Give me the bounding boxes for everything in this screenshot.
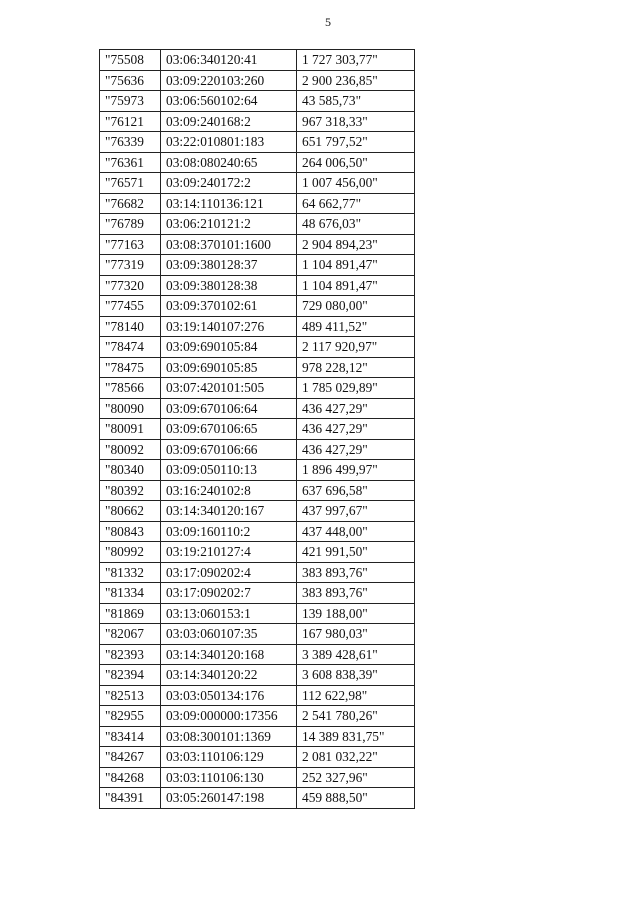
- table-row: [100, 644, 415, 665]
- table-row: [100, 788, 415, 809]
- record-number-cell: "81332: [100, 562, 161, 583]
- cadastral-number-cell: 03:09:240168:2: [161, 111, 297, 132]
- value-cell: 167 980,03": [297, 624, 415, 645]
- value-cell: 459 888,50": [297, 788, 415, 809]
- cadastral-number-cell: 03:06:340120:41: [161, 50, 297, 71]
- table-row: [100, 337, 415, 358]
- table-row: [100, 624, 415, 645]
- record-number-cell: "76121: [100, 111, 161, 132]
- table-row: [100, 357, 415, 378]
- cadastral-number-cell: 03:14:110136:121: [161, 193, 297, 214]
- table-row: [100, 665, 415, 686]
- record-number-cell: "80340: [100, 460, 161, 481]
- table-row: [100, 50, 415, 71]
- cadastral-number-cell: 03:09:380128:38: [161, 275, 297, 296]
- cadastral-number-cell: 03:03:060107:35: [161, 624, 297, 645]
- value-cell: 264 006,50": [297, 152, 415, 173]
- value-cell: 14 389 831,75": [297, 726, 415, 747]
- record-number-cell: "75508: [100, 50, 161, 71]
- value-cell: 1 727 303,77": [297, 50, 415, 71]
- table-row: [100, 562, 415, 583]
- record-number-cell: "82393: [100, 644, 161, 665]
- cadastral-number-cell: 03:03:110106:130: [161, 767, 297, 788]
- record-number-cell: "77319: [100, 255, 161, 276]
- table-row: [100, 398, 415, 419]
- record-number-cell: "76789: [100, 214, 161, 235]
- cadastral-number-cell: 03:09:670106:66: [161, 439, 297, 460]
- cadastral-number-cell: 03:14:340120:167: [161, 501, 297, 522]
- record-number-cell: "80662: [100, 501, 161, 522]
- table-row: [100, 378, 415, 399]
- value-cell: 252 327,96": [297, 767, 415, 788]
- table-row: [100, 501, 415, 522]
- page-number: 5: [325, 15, 331, 29]
- cadastral-number-cell: 03:19:210127:4: [161, 542, 297, 563]
- record-number-cell: "80843: [100, 521, 161, 542]
- value-cell: 2 904 894,23": [297, 234, 415, 255]
- cadastral-number-cell: 03:14:340120:168: [161, 644, 297, 665]
- value-cell: 112 622,98": [297, 685, 415, 706]
- record-number-cell: "76682: [100, 193, 161, 214]
- table-row: [100, 726, 415, 747]
- cadastral-number-cell: 03:09:670106:64: [161, 398, 297, 419]
- table-row: [100, 767, 415, 788]
- cadastral-number-cell: 03:17:090202:4: [161, 562, 297, 583]
- value-cell: 437 997,67": [297, 501, 415, 522]
- table-row: [100, 152, 415, 173]
- value-cell: 43 585,73": [297, 91, 415, 112]
- value-cell: 1 007 456,00": [297, 173, 415, 194]
- record-number-cell: "81869: [100, 603, 161, 624]
- table-row: [100, 439, 415, 460]
- value-cell: 3 608 838,39": [297, 665, 415, 686]
- cadastral-number-cell: 03:09:380128:37: [161, 255, 297, 276]
- record-number-cell: "84391: [100, 788, 161, 809]
- cadastral-number-cell: 03:07:420101:505: [161, 378, 297, 399]
- record-number-cell: "82067: [100, 624, 161, 645]
- record-number-cell: "76361: [100, 152, 161, 173]
- record-number-cell: "80992: [100, 542, 161, 563]
- value-cell: 2 117 920,97": [297, 337, 415, 358]
- value-cell: 637 696,58": [297, 480, 415, 501]
- table-row: [100, 91, 415, 112]
- cadastral-number-cell: 03:03:110106:129: [161, 747, 297, 768]
- value-cell: 1 785 029,89": [297, 378, 415, 399]
- record-number-cell: "80392: [100, 480, 161, 501]
- cadastral-number-cell: 03:09:220103:260: [161, 70, 297, 91]
- record-number-cell: "80091: [100, 419, 161, 440]
- value-cell: 48 676,03": [297, 214, 415, 235]
- cadastral-number-cell: 03:05:260147:198: [161, 788, 297, 809]
- table-row: [100, 706, 415, 727]
- record-number-cell: "77163: [100, 234, 161, 255]
- value-cell: 967 318,33": [297, 111, 415, 132]
- value-cell: 437 448,00": [297, 521, 415, 542]
- cadastral-number-cell: 03:08:300101:1369: [161, 726, 297, 747]
- cadastral-number-cell: 03:09:690105:85: [161, 357, 297, 378]
- table-row: [100, 583, 415, 604]
- value-cell: 1 104 891,47": [297, 255, 415, 276]
- table-row: [100, 419, 415, 440]
- value-cell: 421 991,50": [297, 542, 415, 563]
- cadastral-number-cell: 03:16:240102:8: [161, 480, 297, 501]
- record-number-cell: "83414: [100, 726, 161, 747]
- cadastral-number-cell: 03:13:060153:1: [161, 603, 297, 624]
- cadastral-number-cell: 03:06:560102:64: [161, 91, 297, 112]
- record-number-cell: "76339: [100, 132, 161, 153]
- cadastral-number-cell: 03:09:370102:61: [161, 296, 297, 317]
- table-row: [100, 521, 415, 542]
- table-row: [100, 173, 415, 194]
- table-row: [100, 603, 415, 624]
- table-row: [100, 685, 415, 706]
- table-row: [100, 747, 415, 768]
- record-number-cell: "78474: [100, 337, 161, 358]
- value-cell: 651 797,52": [297, 132, 415, 153]
- cadastral-number-cell: 03:08:080240:65: [161, 152, 297, 173]
- value-cell: 489 411,52": [297, 316, 415, 337]
- value-cell: 383 893,76": [297, 583, 415, 604]
- record-number-cell: "84267: [100, 747, 161, 768]
- record-number-cell: "77320: [100, 275, 161, 296]
- cadastral-number-cell: 03:17:090202:7: [161, 583, 297, 604]
- record-number-cell: "78475: [100, 357, 161, 378]
- value-cell: 2 900 236,85": [297, 70, 415, 91]
- cadastral-number-cell: 03:14:340120:22: [161, 665, 297, 686]
- data-table: [99, 49, 415, 809]
- value-cell: 729 080,00": [297, 296, 415, 317]
- cadastral-number-cell: 03:09:000000:17356: [161, 706, 297, 727]
- table-row: [100, 275, 415, 296]
- record-number-cell: "77455: [100, 296, 161, 317]
- table-row: [100, 111, 415, 132]
- cadastral-number-cell: 03:09:050110:13: [161, 460, 297, 481]
- record-number-cell: "78566: [100, 378, 161, 399]
- value-cell: 3 389 428,61": [297, 644, 415, 665]
- record-number-cell: "75636: [100, 70, 161, 91]
- value-cell: 1 896 499,97": [297, 460, 415, 481]
- value-cell: 2 541 780,26": [297, 706, 415, 727]
- record-number-cell: "80092: [100, 439, 161, 460]
- record-number-cell: "82955: [100, 706, 161, 727]
- cadastral-number-cell: 03:09:240172:2: [161, 173, 297, 194]
- table-row: [100, 70, 415, 91]
- record-number-cell: "75973: [100, 91, 161, 112]
- table-row: [100, 460, 415, 481]
- value-cell: 436 427,29": [297, 398, 415, 419]
- record-number-cell: "76571: [100, 173, 161, 194]
- record-number-cell: "84268: [100, 767, 161, 788]
- value-cell: 64 662,77": [297, 193, 415, 214]
- cadastral-number-cell: 03:22:010801:183: [161, 132, 297, 153]
- record-number-cell: "80090: [100, 398, 161, 419]
- table-row: [100, 234, 415, 255]
- record-number-cell: "82513: [100, 685, 161, 706]
- value-cell: 436 427,29": [297, 419, 415, 440]
- record-number-cell: "82394: [100, 665, 161, 686]
- table-row: [100, 255, 415, 276]
- cadastral-number-cell: 03:06:210121:2: [161, 214, 297, 235]
- table-row: [100, 214, 415, 235]
- record-number-cell: "81334: [100, 583, 161, 604]
- table-row: [100, 296, 415, 317]
- cadastral-number-cell: 03:09:690105:84: [161, 337, 297, 358]
- table-body: [100, 50, 415, 809]
- value-cell: 139 188,00": [297, 603, 415, 624]
- value-cell: 978 228,12": [297, 357, 415, 378]
- table-row: [100, 193, 415, 214]
- table-row: [100, 316, 415, 337]
- record-number-cell: "78140: [100, 316, 161, 337]
- table-row: [100, 542, 415, 563]
- cadastral-number-cell: 03:09:160110:2: [161, 521, 297, 542]
- table-row: [100, 132, 415, 153]
- value-cell: 1 104 891,47": [297, 275, 415, 296]
- cadastral-number-cell: 03:19:140107:276: [161, 316, 297, 337]
- cadastral-number-cell: 03:09:670106:65: [161, 419, 297, 440]
- value-cell: 436 427,29": [297, 439, 415, 460]
- table-row: [100, 480, 415, 501]
- value-cell: 383 893,76": [297, 562, 415, 583]
- value-cell: 2 081 032,22": [297, 747, 415, 768]
- cadastral-number-cell: 03:03:050134:176: [161, 685, 297, 706]
- cadastral-number-cell: 03:08:370101:1600: [161, 234, 297, 255]
